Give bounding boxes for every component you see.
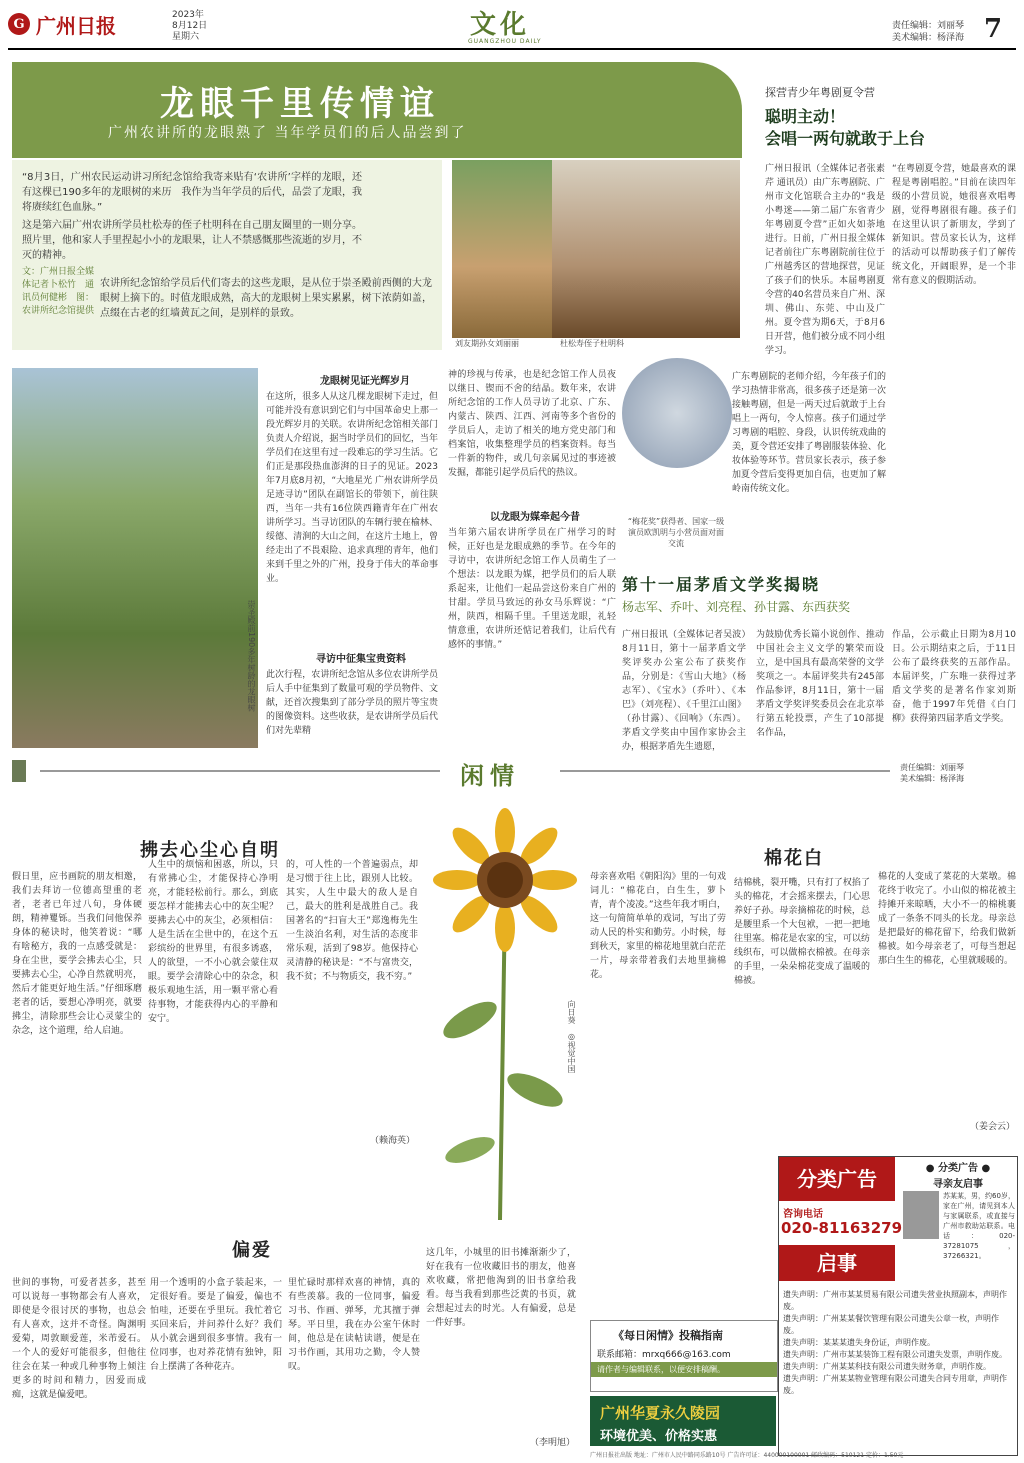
classified-list: 遗失声明：广州市某某贸易有限公司遗失营业执照副本，声明作废。 遗失声明：广州某某餐饮管理有限公司遗失公章一枚，声明作废。 遗失声明：某某某遗失身份证，声明作废。 遗失声明：广州市某某装饰工程有限公司遗失发票，声明作废。 遗失声明：广州某某科技有限公司遗失财务章，声明作废。 遗失声明：广州某某物业管理有限公司遗失合同专用章，声明作废。 xyxy=(783,1290,1007,1395)
missing-person-photo xyxy=(903,1191,939,1239)
essay2-col-3: 里忙碌时那样欢喜的神情，真的有些羡慕。我的一位同事，偏爱习书、作画、弹琴，尤其擅于弹琴。平日里，我在办公室午休时间，他总是在读帖读谱，便是在习书作画，其用功之勤，令人赞叹。 xyxy=(288,1278,420,1372)
intro-paragraph-2: 这是第六届广州农讲所学员杜松寿的侄子杜明科在自己朋友圈里的一则分享。照片里，他和家人手里捏起小小的龙眼果，让人不禁感慨那些流逝的岁月，不灭的精神。 xyxy=(22,220,362,261)
photo-nephew xyxy=(552,160,740,338)
leaf xyxy=(442,1132,498,1169)
essay2-col-1: 世间的事物，可爱者甚多，甚至可以说每一事物都会有人喜欢，即使是令很讨厌的事物，也总会有人喜欢，这并不奇怪。陶渊明爱菊，周敦颐爱莲，米芾爱石。一个人的爱好可能很多，但他往往会在某一种或几种事物上倾注更多的时间和精力，因爱而成痴，这就是偏爱吧。 xyxy=(12,1278,146,1400)
classified-ad-box: 分类广告 咨询电话 020-81163279 启事 ● 分类广告 ● 寻亲友启事 苏某某，男，约60岁，家在广州，请见到本人与家属联系，或直接与广州市救助站联系。电话：020-37281075，37266321。 遗失声明：广州市某某贸易有限公司遗失营业执照副本，声明作废。 遗失声明：广州某某餐饮管理有限公司遗失公章一枚，声明作废。 遗失声明：某某某遗失身份证，声明作废。 遗失声明：广州市某某装饰工程有限公司遗失发票，声明作废。 遗失声明：广州某某科技有限公司遗失财务章，声明作废。 遗失声明：广州某某物业管理有限公司遗失合同专用章，声明作废。 xyxy=(778,1156,1018,1456)
issue-date: 2023年 8月12日 星期六 xyxy=(172,10,208,42)
tree-caption: 崇圣殿前190多年树龄的龙眼树 xyxy=(247,600,256,712)
maodun-title: 第十一届茅盾文学奖揭晓 xyxy=(622,575,821,594)
opera-col-1: 广州日报讯（全媒体记者张素芹 通讯员）由广东粤剧院、广州市文化馆联合主办的“我是小粤迷——第二届广东省青少年粤剧夏令营”正如火如荼地进行。日前，广州日报全媒体记者前往广东粤剧院前往位于广州越秀区的营地探营，见证了孩子们的快乐。本届粤剧夏令营的40名营员来自广州、深圳、佛山、东莞、中山及广州。夏令营为期6天，于8月6日开营，他们被分成不同小组学习。 xyxy=(765,164,885,356)
maodun-col-3: 作品，公示截止日期为8月10日。公示期结束之后，于11日公布了最终获奖的五部作品。本届评奖，广东唯一获得过茅盾文学奖的是著名作家刘斯奋，他于1997年凭借《白门柳》获得第四届茅盾文学奖。 xyxy=(892,630,1016,724)
longan-tree-photo xyxy=(12,368,258,748)
photo-granddaughter xyxy=(452,160,552,338)
opera-kicker: 探营青少年粤剧夏令营 xyxy=(765,86,875,99)
sunflower-illustration xyxy=(430,790,580,1230)
opera-photo-caption: “梅花奖”获得者、国家一级演员欧凯明与小营员面对面交流 xyxy=(627,517,725,548)
xianqing-title: 闲情 xyxy=(460,761,520,790)
page-number: 7 xyxy=(984,14,1003,44)
main-heading-1: 龙眼树见证光辉岁月 xyxy=(320,376,410,387)
footer: 广州日报社出版 地址：广州市人民中路同乐路10号 广告许可证：440000100001 邮政编码：510121 定价：1.50元 xyxy=(590,1452,904,1459)
section-subtitle: GUANGZHOU DAILY xyxy=(468,38,542,45)
xianqing-editors: 责任编辑：刘丽琴 美术编辑：杨泽海 xyxy=(900,763,964,783)
sunflower-caption: 向日葵 ◎视觉中国 xyxy=(567,1000,576,1073)
essay1-col-3: 的，可人性的一个普遍弱点，却是习惯于往上比，跟别人比较。其实，人生中最大的敌人是自己，最大的胜利是战胜自己。我国著名的“扫盲大王”郑逸梅先生一生淡泊名利，对生活的态度非常乐观，活到了98岁。他保持心灵清静的秘诀是：“不与富贵交，我不贫；不与物质交，我不穷。” xyxy=(286,860,418,982)
editor-credits: 责任编辑：刘丽琴 美术编辑：杨泽海 xyxy=(892,21,965,43)
newspaper-logo: G 广州日报 xyxy=(8,10,158,38)
section-bar-marker xyxy=(12,760,26,782)
opera-photo xyxy=(622,358,732,468)
essay2-title: 偏爱 xyxy=(232,1240,272,1261)
opera-title-2: 会唱一两句就敢于上台 xyxy=(765,129,926,148)
essay3-byline: （姜会云） xyxy=(970,1122,1016,1132)
section-divider-right xyxy=(560,770,890,772)
main-col-1: 在这所，很多人从这几棵龙眼树下走过，但可能并没有意识到它们与中国革命史上那一段光辉岁月的关联。农讲所纪念馆相关部门负责人介绍说，据当时学员们的回忆，当年学员们在这里有过一段难忘的学习生活。它们正是那段热血澎湃的日子的见证。2023年7月底8月初，“大地星光 广州农讲所学员足迹寻访”团队在副馆长的带领下，前往陕西，当年一共有16位陕西籍青年在广州农讲所学习。当寻访团队的车辆行驶在榆林、绥德、清涧的大山之间，在这片土地上，曾经走出了不畏艰险、追求真理的青年，他们来到千里之外的广州，投身于伟大的革命事业。 xyxy=(266,392,438,584)
section-divider-left xyxy=(40,770,440,772)
essay1-col-2: 人生中的烦恼和困惑，所以，只有常拂心尘，才能保持心净明亮，才能轻松前行。那么，到底要怎样才能拂去心中的灰尘呢？要拂去心中的灰尘，必须相信：人是生活在尘世中的，在这个五彩缤纷的世界里，有很多诱惑，人的欲望，一不小心就会蒙住双眼。要学会清除心中的杂念，积极乐观地生活，用一颗平常心看待事物，才能获得内心的平静和安宁。 xyxy=(148,860,278,1024)
leaf xyxy=(503,1066,568,1113)
maodun-col-2: 为鼓励优秀长篇小说创作、推动中国社会主义文学的繁荣而设立，是中国具有最高荣誉的文学奖项之一。本届评奖共有245部作品参评，8月11日，第十一届茅盾文学奖评奖委员会在北京举行第五轮投票，产生了10部提名作品， xyxy=(756,630,884,738)
essay3-title: 棉花白 xyxy=(764,848,824,869)
maodun-subtitle: 杨志军、乔叶、刘亮程、孙甘露、东西获奖 xyxy=(622,600,851,614)
essay1-col-1: 假日里，应书画院的朋友相邀，我们去拜访一位德高望重的老者，老者已年过八旬，身体硬朗，精神矍铄。当我们问他保养身体的秘诀时，他笑着说：“哪有啥秘方，我的一点感受就是：身在尘世，要学会拂去心尘，只要拂去心尘，心净自然就明亮，然后才能更好地生活。”仔细琢磨老者的话，要想心净明亮，就要拂尘，清除那些会让心灵蒙尘的杂念，这个道理，给人启迪。 xyxy=(12,872,142,1036)
opera-title-1: 聪明主动！ xyxy=(765,107,846,126)
section-title: 文化 xyxy=(470,10,531,40)
photo-caption-right: 杜松寿侄子杜明科 xyxy=(560,339,624,348)
maodun-col-1: 广州日报讯（全媒体记者吴波）8月11日，第十一届茅盾文学奖评奖办公室公布了获奖作品，分别是：《雪山大地》（杨志军）、《宝水》（乔叶）、《本巴》（刘亮程）、《千里江山图》（孙甘露）、《回响》（东西）。茅盾文学奖由中国作家协会主办，根据茅盾先生遗愿， xyxy=(622,630,746,752)
feature-subtitle: 广州农讲所的龙眼熟了 当年学员们的后人品尝到了 xyxy=(108,125,467,141)
flower-head xyxy=(433,808,577,952)
intro-paragraph-3: 农讲所纪念馆给学员后代们寄去的这些龙眼，是从位于崇圣殿前西侧的大龙眼树上摘下的。时值龙眼成熟，高大的龙眼树上果实累累，树下浓荫如盖，点缀在古老的红墙黄瓦之间，是别样的景致。 xyxy=(100,278,432,319)
essay3-col-3: 棉花的人变成了菜花的大菜墩。棉花终于收完了。小山似的棉花被主持摊开来晾晒，大小不一的棉桃裹成了一条条不同头的长龙。母亲总是把最好的棉花留下，给我们做新棉被。如今母亲老了，可每当想起那白生生的棉花，心里就暖暖的。 xyxy=(878,872,1016,966)
main-col-1b: 此次行程，农讲所纪念馆从多位农讲所学员后人手中征集到了数量可观的学员物件、文献，还首次搜集到了部分学员的照片等宝贵的图像资料。这些收获，是农讲所学员后代们对先辈精 xyxy=(266,670,438,736)
essay1-title: 拂去心尘心自明 xyxy=(140,840,280,861)
main-col-2b: 当年第六届农讲所学员在广州学习的时候，正好也是龙眼成熟的季节。在今年的寻访中，农讲所纪念馆工作人员萌生了一个想法：以龙眼为媒，把学员们的后人联系起来，让他们一起品尝这份来自广州的甘甜。学员马致远的孙女马乐辉说：“广州，陕西，相隔千里。千里送龙眼，礼轻情意重，农讲所还惦记着我们，让后代有感怀的事情。” xyxy=(448,528,616,650)
main-col-2a: 神的珍视与传承，也是纪念馆工作人员夜以继日、锲而不舍的结晶。数年来，农讲所纪念馆的工作人员寻访了北京、广东、内蒙古、陕西、江西、河南等多个省份的学员后人，走访了相关的地方党史部门和档案馆，收集整理学员的档案资料。每当一件新的物件，或几句亲属见过的事迹被发掘，都能引起学员后代的热议。 xyxy=(448,370,616,478)
essay2-col-4: 这几年，小城里的旧书摊渐渐少了，好在我有一位收藏旧书的朋友，他喜欢收藏，常把他淘到的旧书拿给我看。每当我看到那些泛黄的书页，就会想起过去的时光。人有偏爱，总是一件好事。 xyxy=(426,1248,576,1328)
main-heading-2: 寻访中征集宝贵资料 xyxy=(316,654,406,665)
cemetery-ad: 广州华夏永久陵园 环境优美、价格实惠 xyxy=(590,1396,776,1446)
essay1-byline: （赖海英） xyxy=(370,1136,416,1146)
logo-icon: G xyxy=(8,13,30,35)
main-heading-3: 以龙眼为媒牵起今昔 xyxy=(490,512,580,523)
essay3-col-2: 结棉桃，裂开嘴，只有打了权掐了头的棉花，才会摇来摆去，门心思养好子孙。母亲摘棉花的时候，总是腰里系一个大包袱，一把一把地往里塞。棉花是农家的宝，可以纺线织布，可以做棉衣棉被。在母亲的手里，一朵朵棉花变成了温暖的棉被。 xyxy=(734,878,870,986)
intro-byline: 文：广州日报全媒体记者卜松竹 通讯员何健彬 图：农讲所纪念馆提供 xyxy=(22,267,95,316)
photo-caption-left: 刘友期孙女刘丽丽 xyxy=(455,339,519,348)
opera-col-3: “在粤剧夏令营，她最喜欢的课程是粤剧唱腔。”目前在读四年级的小营员说，她很喜欢唱粤剧，觉得粤剧很有趣。孩子们在这里认识了新朋友，学到了新知识。营员家长认为，这样的活动可以帮助孩子们了解传统文化，开阔眼界，是一个非常有意义的假期活动。 xyxy=(892,164,1016,286)
feature-title: 龙眼千里传情谊 xyxy=(160,84,440,124)
leaf xyxy=(438,995,502,1046)
intro-paragraph-1: “8月3日，广州农民运动讲习所纪念馆给我寄来贴有‘农讲所’字样的龙眼，还有这棵已190多年的龙眼树的来历 我作为当年学员的后代，品尝了龙眼，我将赓续红色血脉。” xyxy=(22,172,362,213)
essay2-byline: （李明旭） xyxy=(530,1438,576,1448)
opera-col-2: 广东粤剧院的老师介绍，今年孩子们的学习热情非常高，很多孩子还是第一次接触粤剧，但是一两天过后就敢于上台唱上一两句，令人惊喜。孩子们通过学习粤剧的唱腔、身段，认识传统戏曲的美，夏令营还安排了粤剧服装体验、化妆体验等环节。营员家长表示，孩子参加夏令营后变得更加自信，也更加了解岭南传统文化。 xyxy=(732,372,886,494)
essay3-col-1: 母亲喜欢唱《朝阳沟》里的一句戏词儿：“棉花白，白生生，萝卜青，青个凌凌。”这些年我才明白，这一句简简单单的戏词，写出了劳动人民的朴实和勤劳。小时候，每到秋天，家里的棉花地里就白茫茫一片，母亲带着我们去地里摘棉花。 xyxy=(590,872,726,980)
essay2-col-2: 用一个透明的小盒子装起来，一定很好看。要是了偏爱，偏也不怕哇，还要在乎里玩。我忙着它买回来后，并问养什么好？我们从小就会遇到很多事情。我有一位同事，也对养花情有独钟，阳台上摆满了各种花卉。 xyxy=(150,1278,282,1372)
submission-box: 《每日闲情》投稿指南 联系邮箱：mrxq666@163.com 请作者与编辑联系，以便安排稿酬。 xyxy=(590,1320,778,1392)
